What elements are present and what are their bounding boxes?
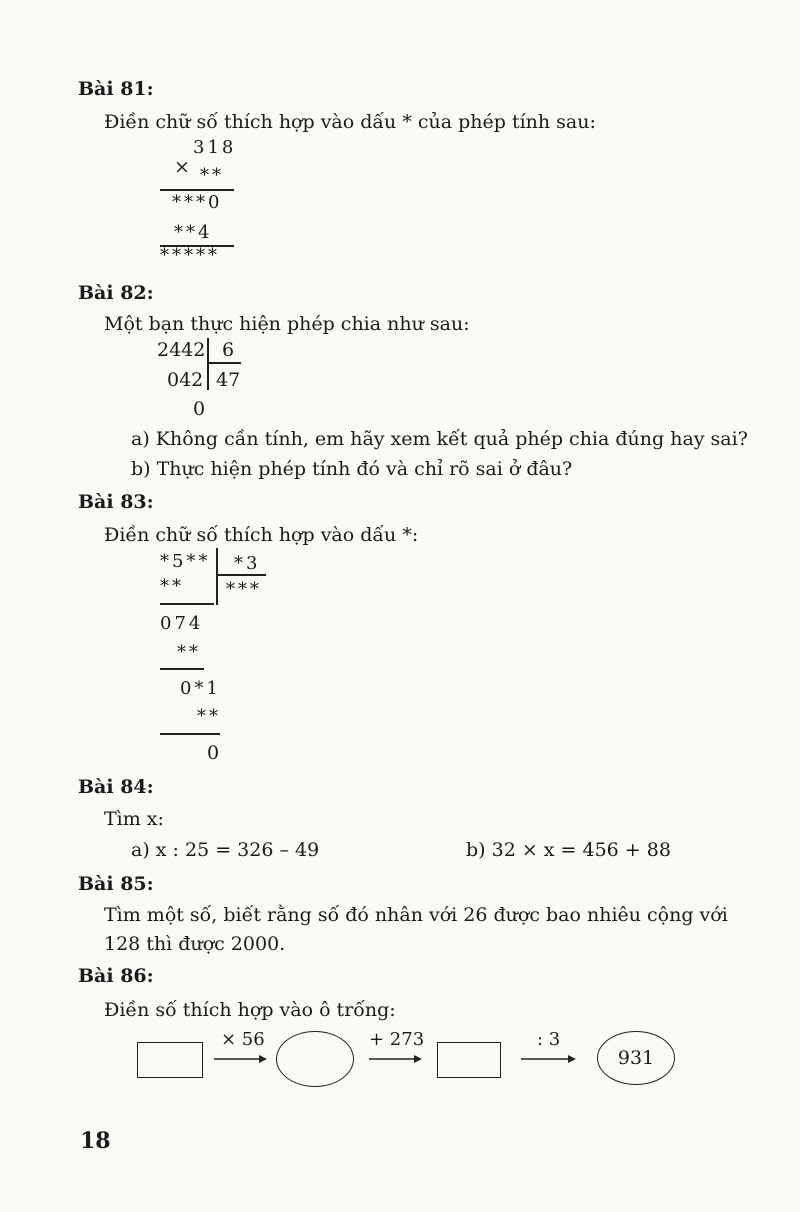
b82-question-a: a) Không cần tính, em hãy xem kết quả phép chia đúng hay sai? [131, 428, 748, 450]
b84-instruction: Tìm x: [104, 808, 164, 830]
b82-dividend: 2442 [157, 339, 206, 361]
b83-r3: 0 [207, 742, 220, 764]
b81-title: Bài 81: [78, 78, 154, 100]
blank-box-2[interactable] [437, 1042, 501, 1078]
b83-r1: 074 [160, 613, 204, 634]
b82-quotient: 47 [216, 369, 241, 391]
b81-row1: 318 [193, 137, 237, 158]
b84-title: Bài 84: [78, 776, 154, 798]
b84-part-a: a) x : 25 = 326 – 49 [131, 839, 320, 861]
b83-title: Bài 83: [78, 491, 154, 513]
arrow-right-icon [520, 1052, 578, 1066]
b83-line2 [160, 668, 204, 670]
op3-label: : 3 [537, 1029, 561, 1050]
b83-sub3: ** [197, 706, 221, 727]
blank-oval-1[interactable] [276, 1031, 354, 1087]
b81-line1 [160, 189, 234, 191]
arrow-right-icon [213, 1052, 269, 1066]
b83-divisor: *3 [234, 553, 261, 574]
b83-division-bar [216, 548, 218, 605]
b82-division-bar [207, 338, 209, 390]
b84-part-b: b) 32 × x = 456 + 88 [466, 839, 671, 861]
b82-divisor: 6 [222, 339, 235, 361]
b83-line3 [160, 733, 220, 735]
b82-step: 042 [167, 369, 204, 391]
b83-dividend: *5** [160, 551, 211, 572]
blank-box-1[interactable] [137, 1042, 203, 1078]
result-value: 931 [617, 1047, 655, 1069]
result-oval [597, 1031, 675, 1085]
b83-quotient-line [216, 574, 266, 576]
b85-line2: 128 thì được 2000. [104, 933, 286, 955]
b83-instruction: Điền chữ số thích hợp vào dấu *: [104, 524, 419, 546]
page-number: 18 [80, 1128, 111, 1154]
b81-instruction: Điền chữ số thích hợp vào dấu * của phép tính sau: [104, 111, 596, 133]
b83-quotient: *** [226, 579, 262, 600]
b81-row2: ** [200, 165, 224, 186]
b85-title: Bài 85: [78, 873, 154, 895]
b82-title: Bài 82: [78, 282, 154, 304]
b86-instruction: Điền số thích hợp vào ô trống: [104, 999, 396, 1021]
b81-times-sign: × [174, 156, 190, 178]
b82-remainder: 0 [193, 398, 206, 420]
b85-line1: Tìm một số, biết rằng số đó nhân với 26 được bao nhiêu cộng với [104, 904, 728, 926]
b81-row3: ***0 [172, 192, 223, 213]
b83-line1 [160, 603, 214, 605]
b83-sub1: ** [160, 576, 184, 597]
b82-question-b: b) Thực hiện phép tính đó và chỉ rõ sai ở đâu? [131, 458, 573, 480]
b82-instruction: Một bạn thực hiện phép chia như sau: [104, 313, 470, 335]
op2-label: + 273 [369, 1029, 425, 1050]
b81-row5: ***** [160, 245, 220, 266]
b82-quotient-line [207, 362, 241, 364]
b83-r2: 0*1 [180, 678, 221, 699]
arrow-right-icon [368, 1052, 424, 1066]
op1-label: × 56 [221, 1029, 265, 1050]
b83-sub2: ** [177, 642, 201, 663]
b86-title: Bài 86: [78, 965, 154, 987]
b81-row4: **4 [174, 222, 213, 243]
